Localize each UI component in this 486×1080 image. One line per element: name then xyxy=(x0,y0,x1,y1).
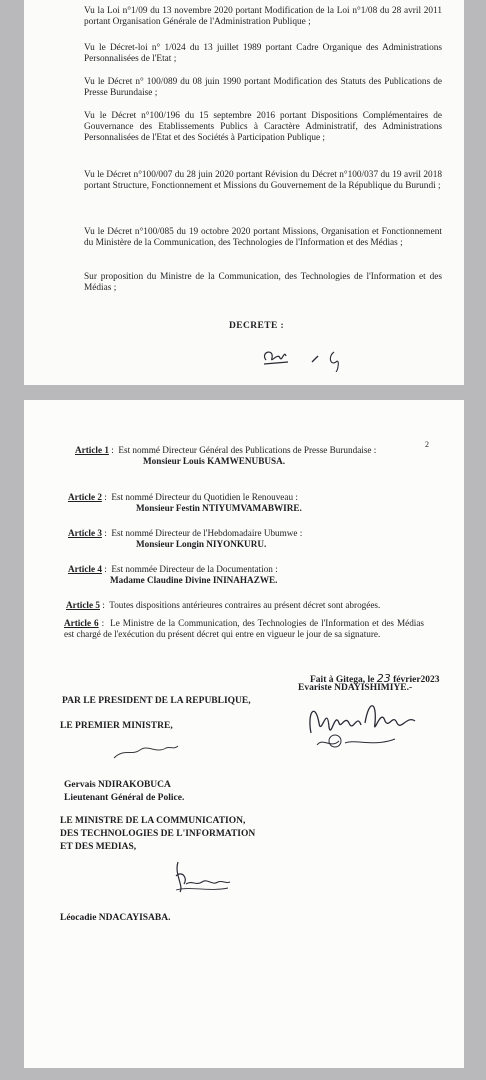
article-label: Article 4 xyxy=(68,564,102,574)
article-3 xyxy=(68,528,302,550)
page-number: 2 xyxy=(425,440,429,449)
premier-ministre-signature xyxy=(110,740,180,762)
month-year: février2023 xyxy=(390,675,440,685)
premier-ministre-rank: Lieutenant Général de Police. xyxy=(64,793,185,803)
article-separator: : xyxy=(101,528,107,538)
appointee-name: Madame Claudine Divine ININAHAZWE. xyxy=(110,575,278,585)
article-separator: : xyxy=(99,600,105,610)
article-separator: : xyxy=(108,445,114,455)
president-name: Evariste NDAYISHIMIYE.- xyxy=(298,683,413,693)
visa-paragraph-7: Sur proposition du Ministre de la Communication, des Technologies de l'Information et des Médias ; xyxy=(84,272,442,294)
visa-paragraph-2: Vu le Décret-loi n° 1/024 du 13 juillet 1989 portant Cadre Organique des Administrations Personnalisées de l'Etat ; xyxy=(84,43,442,65)
article-text: Est nommé Directeur du Quotidien le Renouveau : xyxy=(111,492,298,502)
article-label: Article 1 xyxy=(75,445,109,455)
article-4 xyxy=(68,564,278,586)
visa-paragraph-1: Vu la Loi n°1/09 du 13 novembre 2020 portant Modification de la Loi n°1/08 du 28 avril 2011 portant Organisation Générale de l'Administration Publique ; xyxy=(84,6,442,28)
handwritten-day: 23 xyxy=(376,672,391,685)
article-separator: : xyxy=(101,564,107,574)
article-separator: : xyxy=(101,492,107,502)
visa-paragraph-6: Vu le Décret n°100/085 du 19 octobre 2020 portant Missions, Organisation et Fonctionnement du Ministère de la Communication, des Technologies de l'Information et des Médias ; xyxy=(84,227,442,249)
par-le-president: PAR LE PRESIDENT DE LA REPUBLIQUE, xyxy=(62,696,251,706)
article-text: Est nommé Directeur Général des Publications de Presse Burundaise : xyxy=(118,445,377,455)
premier-ministre-name: Gervais NDIRAKOBUCA xyxy=(64,780,171,790)
initials-signature xyxy=(254,342,354,372)
appointee-name: Monsieur Longin NIYONKURU. xyxy=(136,539,267,549)
article-label: Article 6 xyxy=(64,618,99,628)
appointee-name: Monsieur Louis KAMWENUBUSA. xyxy=(143,456,285,466)
article-text: Le Ministre de la Communication, des Technologies de l'Information et des Médias est chargé de l'exécution du présent décret qui entre en vigueur le jour de sa signature. xyxy=(64,618,425,639)
document-page-1 xyxy=(24,0,464,385)
article-separator: : xyxy=(98,618,105,628)
president-signature xyxy=(305,693,425,753)
visa-paragraph-5: Vu le Décret n°100/007 du 28 juin 2020 portant Révision du Décret n°100/037 du 19 avril 2018 portant Structure, Fonctionnement et Missions du Gouvernement de la République du Burundi ; xyxy=(84,170,442,192)
article-label: Article 3 xyxy=(68,528,102,538)
article-label: Article 2 xyxy=(68,492,102,502)
article-label: Article 5 xyxy=(66,600,100,610)
ministre-title-line-1: LE MINISTRE DE LA COMMUNICATION, xyxy=(60,816,246,826)
appointee-name: Monsieur Festin NTIYUMVAMABWIRE. xyxy=(136,503,302,513)
article-1 xyxy=(75,445,376,467)
ministre-signature xyxy=(170,856,232,896)
article-6 xyxy=(64,618,424,640)
visa-paragraph-4: Vu le Décret n°100/196 du 15 septembre 2016 portant Dispositions Complémentaires de Gouvernance des Etablissements Publics à Caractère Administratif, des Administrations Personnalisées de l'Etat et des Sociétés à Participation Publique ; xyxy=(84,111,442,144)
visa-paragraph-3: Vu le Décret n° 100/089 du 08 juin 1990 portant Modification des Statuts des Publications de Presse Burundaise ; xyxy=(84,77,442,99)
article-text: Est nommé Directeur de l'Hebdomadaire Ubumwe : xyxy=(111,528,303,538)
place-text: Fait à Gitega, le xyxy=(310,675,377,685)
ministre-name: Léocadie NDACAYISABA. xyxy=(60,913,171,923)
article-text: Est nommée Directeur de la Documentation : xyxy=(111,564,278,574)
decrete-heading: DECRETE : xyxy=(229,321,285,331)
article-2 xyxy=(68,492,302,514)
article-text: Toutes dispositions antérieures contraires au présent décret sont abrogées. xyxy=(109,600,381,610)
ministre-title-line-2: DES TECHNOLOGIES DE L'INFORMATION xyxy=(60,829,256,839)
article-5 xyxy=(66,600,380,611)
ministre-title-line-3: ET DES MEDIAS, xyxy=(60,842,137,852)
premier-ministre-title: LE PREMIER MINISTRE, xyxy=(60,721,173,731)
